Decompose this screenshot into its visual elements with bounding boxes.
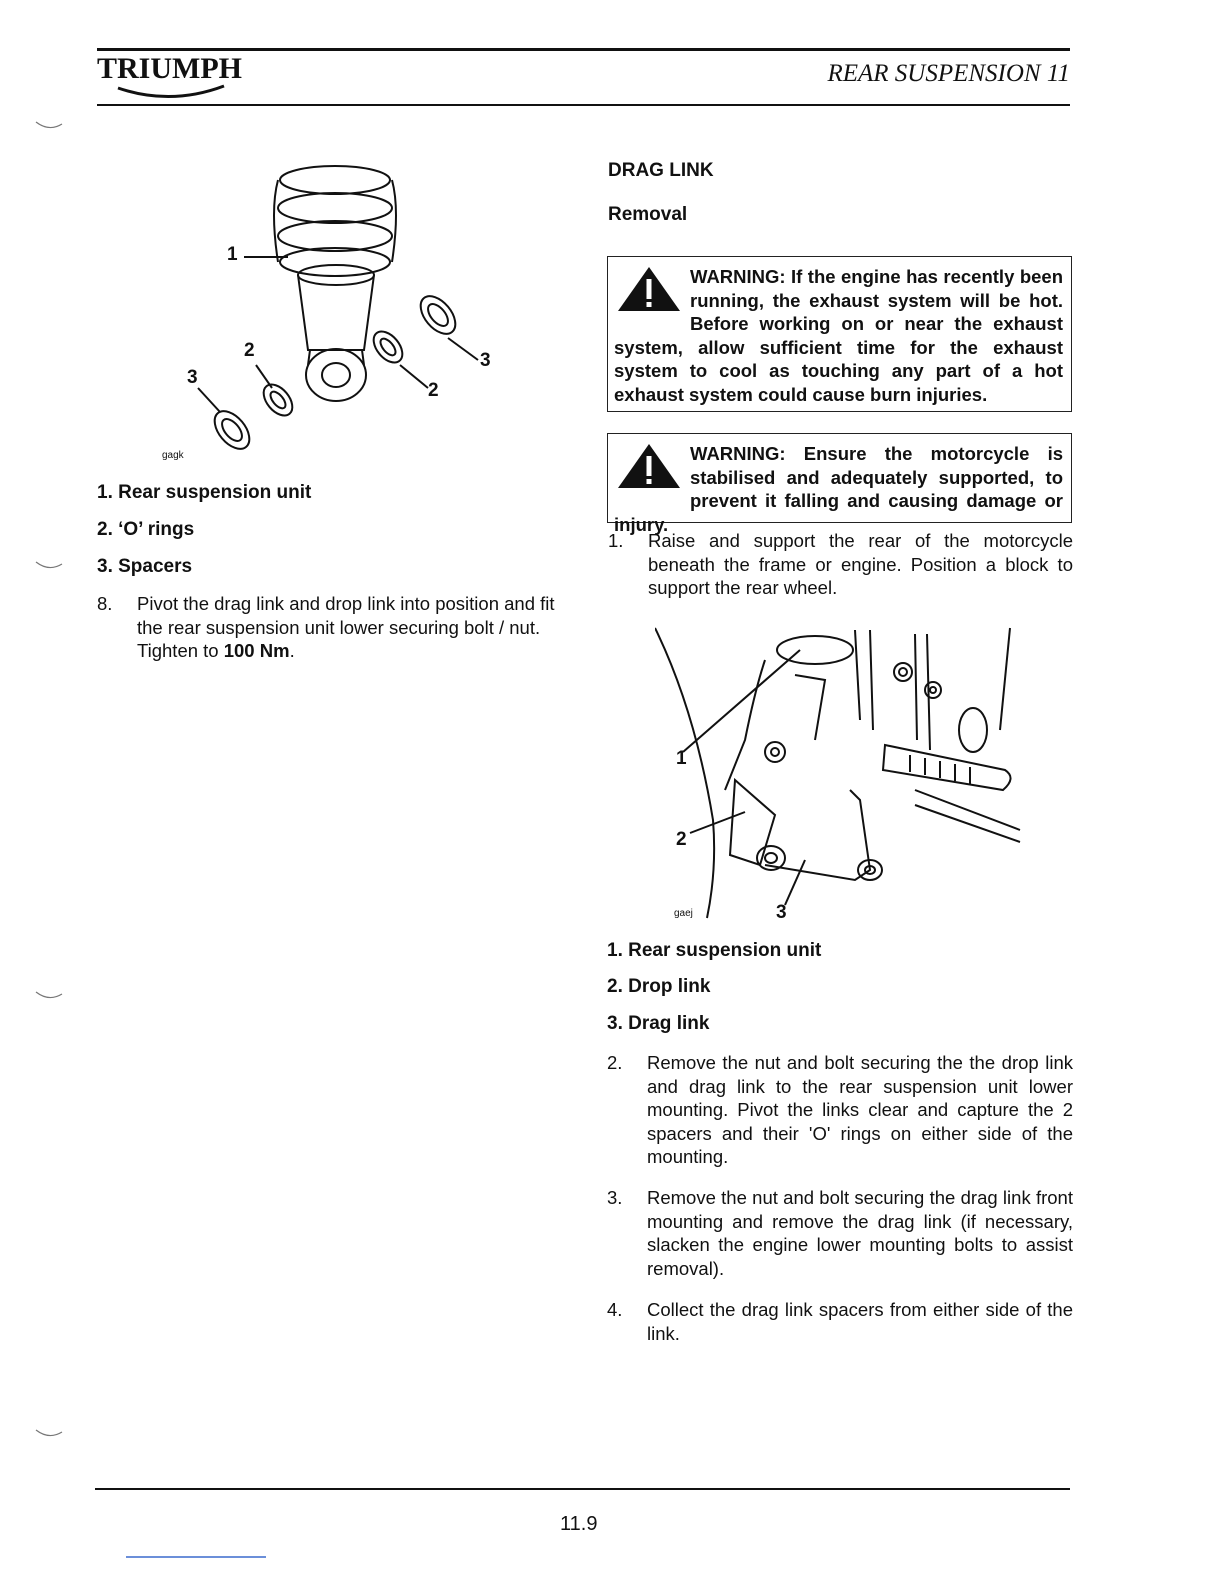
margin-tick-icon: [34, 1428, 64, 1440]
figure-callout: 3: [776, 902, 787, 923]
step-text: Remove the nut and bolt securing the drag link front mounting and remove the drag link (if necessary, slacken the engine lower mounting bolts to assist removal).: [647, 1187, 1073, 1279]
figure-code: gagk: [162, 450, 184, 461]
torque-value: 100 Nm: [223, 640, 290, 661]
section-title: REAR SUSPENSION 11: [827, 60, 1070, 87]
margin-tick-icon: [34, 990, 64, 1002]
step-text-main: Pivot the drag link and drop link into position and fit the rear suspension unit lower securing bolt / nut. Tighten to: [137, 593, 555, 661]
step-number: 4.: [607, 1299, 623, 1320]
figure-callout: 2: [244, 340, 255, 361]
figure-caption: 3. Drag link: [607, 1013, 710, 1034]
header-bottom-rule: [97, 104, 1070, 106]
scan-artifact-line: [126, 1556, 266, 1558]
step-number: 2.: [607, 1052, 623, 1073]
warning-triangle-icon: [614, 442, 684, 490]
figure-callout: 3: [480, 350, 491, 371]
figure-caption: 2. ‘O’ rings: [97, 519, 195, 540]
figure-callout: 1: [227, 244, 238, 265]
warning-box: [607, 256, 1072, 412]
section-subheading: Removal: [608, 204, 688, 225]
warning-text: WARNING: If the engine has recently been running, the exhaust system will be hot. Before working on or near the exhaust system, allow sufficient time for the exhaust system to cool as touching any part of a hot exhaust system could cause burn injuries.: [614, 266, 1063, 405]
rear-suspension-unit-figure: [160, 150, 520, 460]
figure-callout: 3: [187, 367, 198, 388]
figure-code: gaej: [674, 908, 693, 919]
procedure-step: [607, 1298, 1073, 1348]
triumph-logo: TRIUMPH: [97, 52, 242, 85]
procedure-step: [607, 1186, 1073, 1282]
page-number: 11.9: [560, 1513, 598, 1535]
warning-text: WARNING: Ensure the motorcycle is stabilised and adequately supported, to prevent it falling and causing damage or injury.: [614, 443, 1063, 535]
step-number: 8.: [97, 593, 113, 614]
procedure-step: [607, 1051, 1073, 1171]
margin-tick-icon: [34, 560, 64, 572]
logo-swoosh-icon: [116, 84, 226, 100]
step-number: 1.: [608, 530, 624, 551]
section-heading: DRAG LINK: [608, 160, 714, 181]
step-text: Raise and support the rear of the motorcycle beneath the frame or engine. Position a block to support the rear wheel.: [648, 530, 1073, 598]
margin-tick-icon: [34, 120, 64, 132]
figure-callout: 2: [428, 380, 439, 401]
procedure-step: [608, 529, 1073, 601]
drag-link-figure: [655, 620, 1025, 920]
step-text: Remove the nut and bolt securing the the drop link and drag link to the rear suspension unit lower mounting. Pivot the links clear and capture the 2 spacers and their 'O' rings on either side of the mounting.: [647, 1052, 1073, 1167]
warning-triangle-icon: [614, 265, 684, 313]
footer-rule: [95, 1488, 1070, 1490]
step-text: Collect the drag link spacers from either side of the link.: [647, 1299, 1073, 1344]
warning-box: [607, 433, 1072, 535]
step-text-end: .: [289, 640, 295, 661]
step-number: 3.: [607, 1187, 623, 1208]
header-top-rule: [97, 48, 1070, 51]
figure-caption: 1. Rear suspension unit: [607, 940, 822, 961]
figure-caption: 2. Drop link: [607, 976, 711, 997]
figure-caption: 3. Spacers: [97, 556, 193, 577]
figure-callout: 1: [676, 748, 687, 769]
step-text: [137, 592, 562, 663]
figure-caption: 1. Rear suspension unit: [97, 482, 312, 503]
figure-callout: 2: [676, 829, 687, 850]
